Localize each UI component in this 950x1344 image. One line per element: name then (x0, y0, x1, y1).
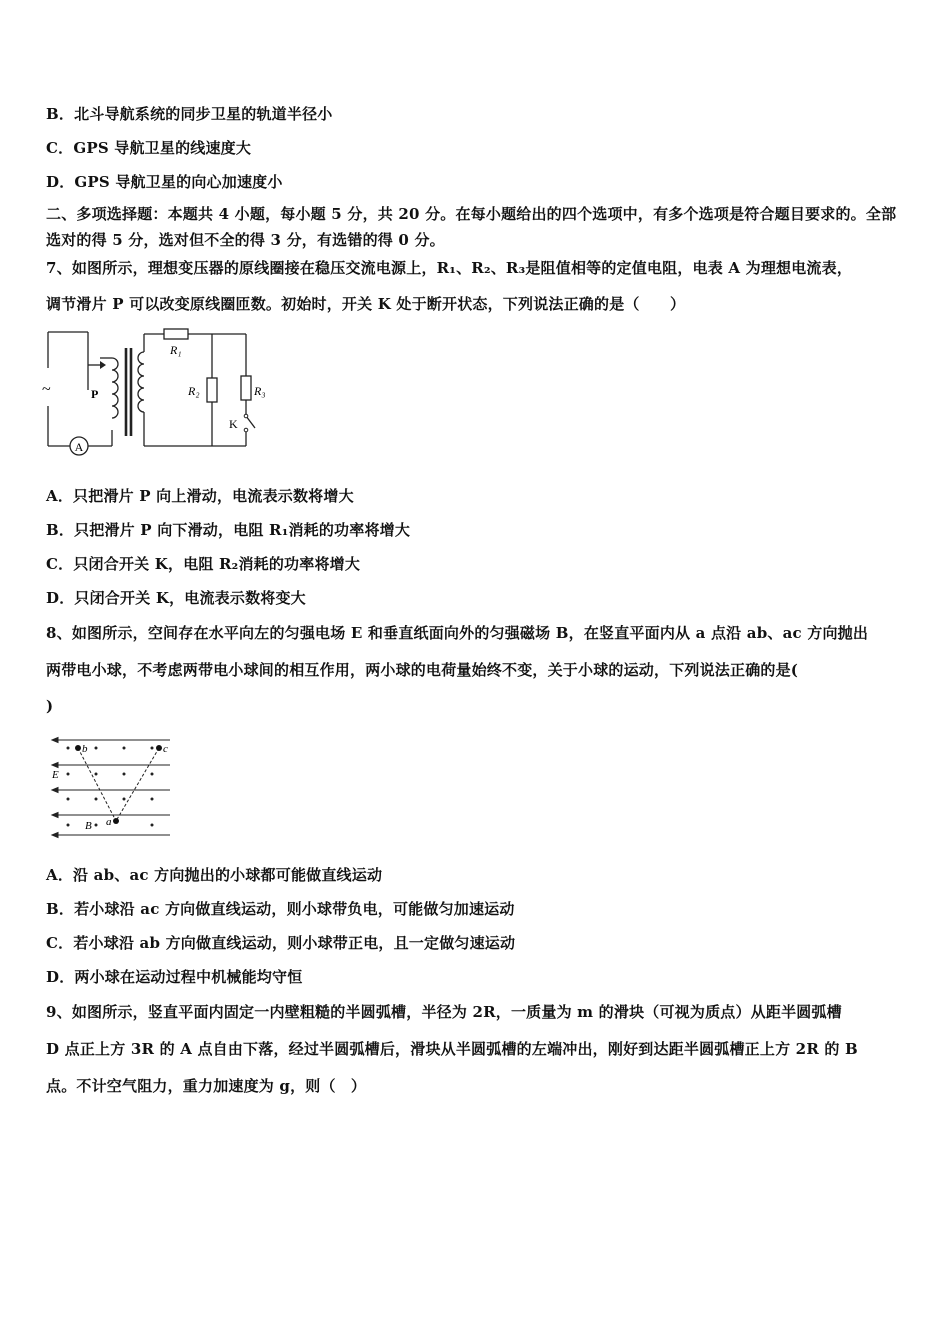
label-b: b (82, 743, 88, 755)
point-a (113, 818, 119, 824)
q7-stem-line2: 调节滑片 P 可以改变原线圈匝数。初始时，开关 K 处于断开状态，下列说法正确的是（ ） (46, 295, 686, 313)
q9-stem-line2: D 点正上方 3R 的 A 点自由下落，经过半圆弧槽后，滑块从半圆弧槽的左端冲出，刚好到达距半圆弧槽正上方 2R 的 B (46, 1040, 858, 1058)
ac-source-symbol: ~ (42, 381, 51, 398)
slider-p-label: P (91, 387, 99, 401)
q8-field-diagram (48, 732, 178, 842)
q8-stem-line2: 两带电小球，不考虑两带电小球间的相互作用，两小球的电荷量始终不变，关于小球的运动，下列说法正确的是( (46, 661, 799, 679)
q8-stem-line1: 8、如图所示，空间存在水平向左的匀强电场 E 和垂直纸面向外的匀强磁场 B，在竖直平面内从 a 点沿 ab、ac 方向抛出 (46, 624, 869, 642)
section-2-header: 二、多项选择题：本题共 4 小题，每小题 5 分，共 20 分。在每小题给出的四个选项中，有多个选项是符合题目要求的。全部选对的得 5 分，选对但不全的得 3 分，有选错的得 0 分。 (46, 205, 897, 249)
q8-option-c: C．若小球沿 ab 方向做直线运动，则小球带正电，且一定做匀速运动 (46, 934, 516, 952)
q8-option-b: B．若小球沿 ac 方向做直线运动，则小球带负电，可能做匀加速运动 (46, 900, 515, 918)
q8-stem-line3: ) (46, 697, 54, 715)
q9-stem-line3: 点。不计空气阻力，重力加速度为 g，则（ ） (46, 1077, 367, 1095)
r2-label: R₂ (188, 384, 200, 398)
switch-k-label: K (229, 417, 238, 431)
r3-label: R₃ (254, 384, 266, 398)
q8-option-a: A．沿 ab、ac 方向抛出的小球都可能做直线运动 (46, 866, 383, 884)
slider-p-arrow (88, 361, 106, 369)
ammeter-label: A (74, 440, 84, 454)
point-c (156, 745, 162, 751)
label-a: a (106, 816, 112, 828)
q6-option-d: D．GPS 导航卫星的向心加速度小 (46, 173, 283, 191)
q9-stem-line1: 9、如图所示，竖直平面内固定一内壁粗糙的半圆弧槽，半径为 2R，一质量为 m 的滑块（可视为质点）从距半圆弧槽 (46, 1003, 842, 1021)
label-c: c (163, 743, 168, 755)
q7-circuit-diagram (40, 320, 280, 460)
q8-option-d: D．两小球在运动过程中机械能均守恒 (46, 968, 303, 986)
q6-option-c: C．GPS 导航卫星的线速度大 (46, 139, 252, 157)
q7-option-b: B．只把滑片 P 向下滑动，电阻 R₁消耗的功率将增大 (46, 521, 411, 539)
q7-option-d: D．只闭合开关 K，电流表示数将变大 (46, 589, 306, 607)
point-b (75, 745, 81, 751)
q6-option-b: B．北斗导航系统的同步卫星的轨道半径小 (46, 105, 333, 123)
label-e: E (52, 769, 59, 781)
q7-option-c: C．只闭合开关 K，电阻 R₂消耗的功率将增大 (46, 555, 361, 573)
q7-option-a: A．只把滑片 P 向上滑动，电流表示数将增大 (46, 487, 354, 505)
q7-stem-line1: 7、如图所示，理想变压器的原线圈接在稳压交流电源上，R₁、R₂、R₃是阻值相等的定值电阻，电表 A 为理想电流表， (46, 259, 853, 277)
label-field-b: B (85, 820, 92, 832)
trajectory-lines (78, 748, 159, 821)
r1-label: R₁ (170, 343, 182, 357)
